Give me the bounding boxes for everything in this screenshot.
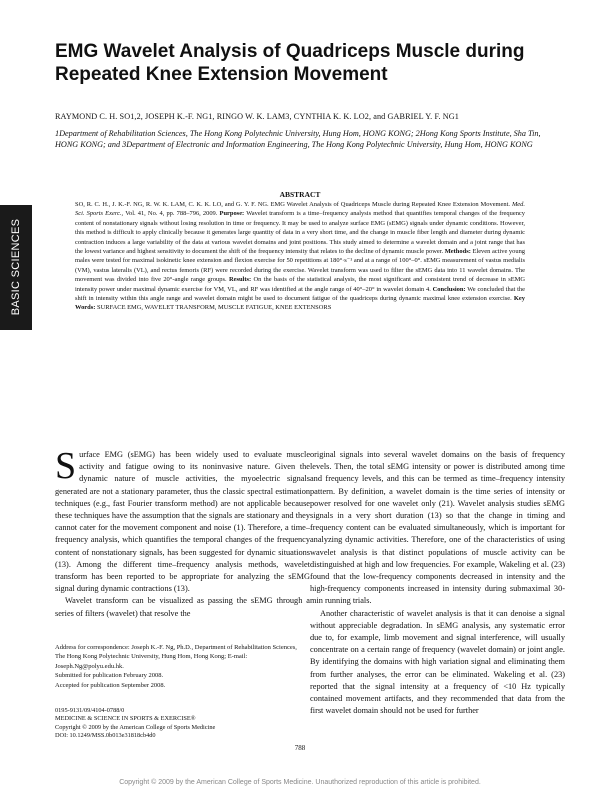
conclusion-label: Conclusion: xyxy=(432,285,466,293)
body-column-right xyxy=(310,449,565,717)
purpose-label: Purpose: xyxy=(219,210,245,218)
accepted-date: Accepted for publication September 2008. xyxy=(55,681,166,689)
section-tab-label: BASIC SCIENCES xyxy=(10,218,22,316)
body-paragraph: Another characteristic of wavelet analysis is that it can denoise a signal without appreciable degradation. In sEMG analysis, any systematic error due to, for example, limb movement and signal interference, will usually concentrate on a certain range of frequency (wavelet domain) or joint angle. By identifying the domains with high variation signal and eliminating them from further analyses, the error can be eliminated. Wakeling et al. (23) reported that the signal intensity at a frequency of <10 Hz typically contained movement artifacts, and they recommended that data from the first wavelet domain should not be used for further xyxy=(310,608,565,716)
abstract-body xyxy=(75,200,525,313)
drop-cap: S xyxy=(55,445,77,487)
results-label: Results: xyxy=(228,276,252,284)
results-text: On the basis of the statistical analysis, the most significant and consistent trend of decrease in sEMG intensity power under maximal dynamic exercise for VM, VL, and RF was identified at the angle range of 40°–20° in wavelet domain 4. xyxy=(75,276,526,293)
abstract-journal: Med. Sci. Sports Exerc., xyxy=(75,201,525,218)
correspondence-block xyxy=(55,643,305,690)
section-tab xyxy=(0,205,32,330)
copyright-line: Copyright © 2009 by the American College of Sports Medicine xyxy=(55,723,216,731)
body-paragraph xyxy=(55,445,310,595)
methods-label: Methods: xyxy=(444,248,471,256)
abstract-heading: ABSTRACT xyxy=(279,190,321,199)
doi: DOI: 10.1249/MSS.0b013e31818cb4d0 xyxy=(55,732,156,740)
body-paragraph: original signals into several wavelet domains on the basis of frequency levels. Then, the total sEMG intensity or power is distributed among time and frequency levels, and this can be termed as time–frequency intensity pattern. By definition, a wavelet domain is the time series of intensity or power resolved for one wavelet only (21). Wavelet analysis studies sEMG signals in a very short duration (13) so that the change in timing and frequency content can be evaluated simultaneously, which is important for analyzing dynamic activities. Therefore, one of the characteristics of using wavelet analysis is that distinct populations of muscle activity can be distinguished at high and low frequencies. For example, Wakeling et al. (23) found that the low-frequency components decreased in intensity and the high-frequency components increased in intensity during submaximal 30-min running trials. xyxy=(310,450,565,606)
keywords-text: SURFACE EMG, WAVELET TRANSFORM, MUSCLE FATIGUE, KNEE EXTENSORS xyxy=(97,304,332,312)
purpose-text: Wavelet transform is a time–frequency analysis method that quantifies temporal changes of the frequency content of nonstationary signals without losing resolution in time or frequency. It may be used to analyze surface EMG (sEMG) signals under dynamic conditions. However, this method is difficult to apply clinically because it generates large quantity of data in a very short time, and the change in muscle fiber length and diameter during dynamic contraction induces a large variability of the data at various wavelet domains and joint positions. This study aimed to determine a wavelet domain and a joint range that has the lowest variance and highest sensitivity to document the shift of the frequency intensity that relates to the decline of dynamic muscle power. xyxy=(75,210,525,256)
issn-code: 0195-9131/09/4104-0788/0 xyxy=(55,707,125,714)
journal-name: MEDICINE & SCIENCE IN SPORTS & EXERCISE® xyxy=(55,715,196,723)
correspondence-address: Address for correspondence: Joseph K.-F. Ng, Ph.D., Department of Rehabilitation Sciences, The Hong Kong Polytechnic University, Hung Hom, Hong Kong; E-mail: Joseph.Ng@polyu.edu.hk. xyxy=(55,644,297,670)
body-column-left xyxy=(55,445,310,620)
body-paragraph: Wavelet transform can be visualized as passing the sEMG through a series of filters (wavelet) that resolve the xyxy=(55,596,310,618)
article-title: EMG Wavelet Analysis of Quadriceps Muscle during Repeated Knee Extension Movement xyxy=(55,41,525,85)
publication-info xyxy=(55,707,305,741)
methods-text: Eleven active young males were tested for maximal isokinetic knee extension and flexion exercise for 50 repetitions at 180°·s⁻¹ and at a range of 100°–0°. sEMG measurement of vastus medialis (VM), vastus lateralis (VL), and rectus femoris (RF) were recorded during the exercise. Wavelet transform was used to filter the sEMG data into 11 wavelet domains. The movement was divided into five 20°-angle range groups. xyxy=(75,248,526,284)
abstract-citation-end: Vol. 41, No. 4, pp. 788–796, 2009. xyxy=(125,210,218,218)
author-list: RAYMOND C. H. SO1,2, JOSEPH K.-F. NG1, RINGO W. K. LAM3, CYNTHIA K. K. LO2, and GABRIEL Y. F. NG1 xyxy=(55,112,459,121)
abstract-citation: SO, R. C. H., J. K.-F. NG, R. W. K. LAM, C. K. K. LO, and G. Y. F. NG. EMG Wavelet Analysis of Quadriceps Muscle during Repeated Knee Extension Movement. xyxy=(75,201,511,208)
copyright-footer: Copyright © 2009 by the American College of Sports Medicine. Unauthorized reproduction of this article is prohibited. xyxy=(119,779,481,786)
keywords-label: Key Words: xyxy=(75,295,526,312)
paragraph-text: urface EMG (sEMG) has been widely used to evaluate muscle activity and fatigue owing to its noninvasive nature. Given the dynamic nature of muscle activities, the myoelectric signals generated are not a stationary parameter, thus the classic spectral estimation techniques (e.g., fast Fourier transform method) are not applicable because these techniques have the assumption that the signals are stationary and they cannot cater for the movement component and noise (1). Therefore, a time–frequency analysis, which quantifies the temporal changes of the frequency content of nonstationary signals, has been suggested for dynamic situations (13). Among the different time–frequency analysis methods, wavelet transform has been reported to be appropriate for analyzing the sEMG signal during dynamic contractions (13). xyxy=(55,450,310,594)
page-number: 788 xyxy=(294,744,306,752)
submitted-date: Submitted for publication February 2008. xyxy=(55,672,164,680)
conclusion-text: We concluded that the shift in intensity within this angle range and wavelet domain might be used to document fatigue of the quadriceps during dynamic maximal knee extension exercise. xyxy=(75,285,525,303)
affiliations: 1Department of Rehabilitation Sciences, The Hong Kong Polytechnic University, Hung Hom, HONG KONG; 2Hong Kong Sports Institute, Sha Tin, HONG KONG; and 3Department of Electronic and Information Engineering, The Hong Kong Polytechnic University, Hung Hom, HONG KONG xyxy=(55,129,541,149)
